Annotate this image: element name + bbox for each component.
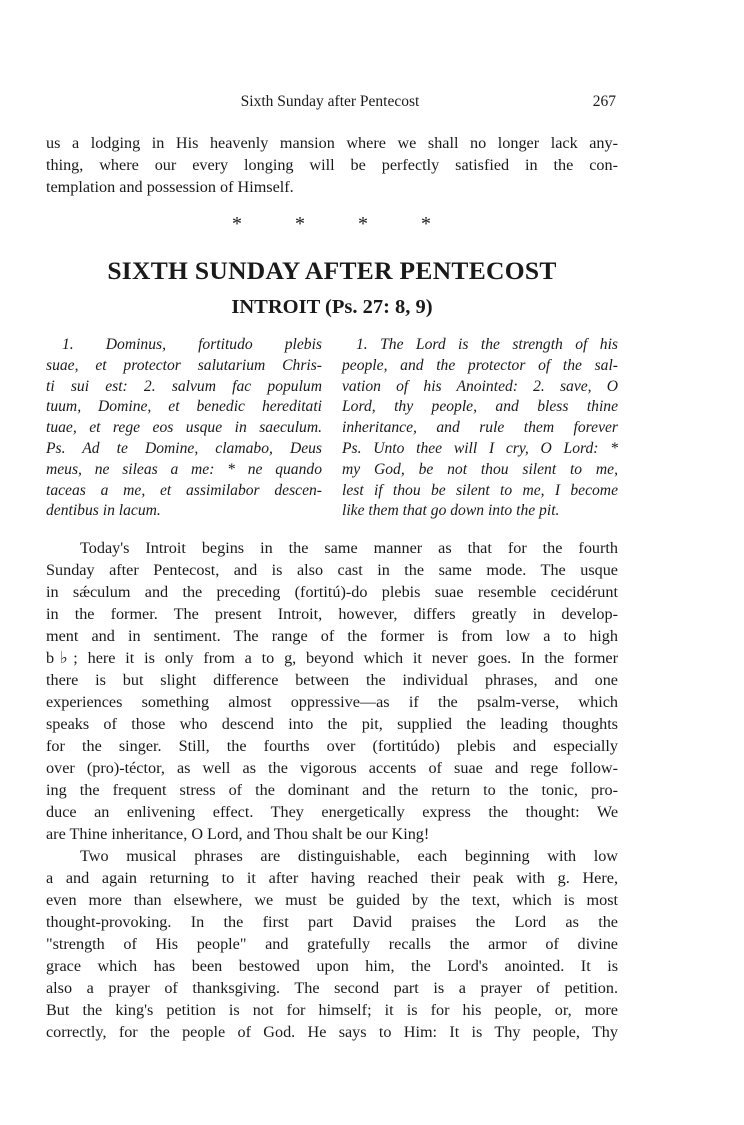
text-line: ment and in sentiment. The range of the former is from low a to high bbox=[46, 627, 618, 645]
latin-text-column bbox=[46, 335, 322, 522]
latin-line: meus, ne sileas a me: * ne quando bbox=[46, 460, 322, 478]
english-line: inheritance, and rule them forever bbox=[342, 419, 618, 437]
text-line: Today's Introit begins in the same manner as that for the fourth bbox=[80, 539, 618, 557]
text-line: templation and possession of Himself. bbox=[46, 178, 294, 196]
latin-line: taceas a me, et assimilabor descen- bbox=[46, 481, 322, 499]
text-line: Two musical phrases are distinguishable, each beginning with low bbox=[80, 847, 618, 865]
english-line: vation of his Anointed: 2. save, O bbox=[342, 377, 618, 395]
text-line: for the singer. Still, the fourths over (fortitúdo) plebis and especially bbox=[46, 737, 618, 755]
text-line: also a prayer of thanksgiving. The second part is a prayer of petition. bbox=[46, 979, 618, 997]
running-title: Sixth Sunday after Pentecost bbox=[240, 93, 420, 110]
text-line: experiences something almost oppressive—as if the psalm-verse, which bbox=[46, 693, 618, 711]
english-line: Ps. Unto thee will I cry, O Lord: * bbox=[342, 439, 618, 457]
text-line: a and again returning to it after having reached their peak with g. Here, bbox=[46, 869, 618, 887]
text-line: correctly, for the people of God. He says to Him: It is Thy people, Thy bbox=[46, 1023, 618, 1041]
english-line: Lord, thy people, and bless thine bbox=[342, 398, 618, 416]
text-line: grace which has been bestowed upon him, the Lord's anointed. It is bbox=[46, 957, 618, 975]
text-line: thought-provoking. In the first part David praises the Lord as the bbox=[46, 913, 618, 931]
english-text-column bbox=[342, 335, 618, 522]
latin-line: tuae, et rege eos usque in saeculum. bbox=[46, 419, 322, 437]
text-line: But the king's petition is not for himself; it is for his people, or, more bbox=[46, 1001, 618, 1019]
asterisk: * bbox=[232, 213, 242, 235]
section-title: SIXTH SUNDAY AFTER PENTECOST bbox=[107, 256, 557, 285]
latin-line: Ps. Ad te Domine, clamabo, Deus bbox=[46, 439, 322, 457]
section-separator bbox=[46, 213, 618, 235]
text-line: duce an enlivening effect. They energetically express the thought: We bbox=[46, 803, 618, 821]
introit-heading: INTROIT (Ps. 27: 8, 9) bbox=[231, 296, 433, 318]
english-line: lest if thou be silent to me, I become bbox=[342, 481, 618, 499]
asterisk: * bbox=[295, 213, 305, 235]
continued-paragraph bbox=[46, 132, 618, 198]
latin-line: 1. Dominus, fortitudo plebis bbox=[62, 336, 322, 353]
english-line: like them that go down into the pit. bbox=[342, 502, 560, 520]
english-line: my God, be not thou silent to me, bbox=[342, 460, 618, 478]
text-line: Sunday after Pentecost, and is also cast in the same mode. The usque bbox=[46, 561, 618, 579]
running-header bbox=[44, 93, 616, 113]
text-line: in sǽculum and the preceding (fortitú)-do plebis suae resemble cecidérunt bbox=[46, 583, 618, 601]
text-line: are Thine inheritance, O Lord, and Thou shalt be our King! bbox=[46, 825, 430, 843]
latin-line: dentibus in lacum. bbox=[46, 502, 161, 520]
text-line: there is but slight difference between the individual phrases, and one bbox=[46, 671, 618, 689]
text-line: b♭; here it is only from a to g, beyond which it never goes. In the former bbox=[46, 649, 618, 667]
latin-line: ti sui est: 2. salvum fac populum bbox=[46, 377, 322, 395]
latin-line: tuum, Domine, et benedic hereditati bbox=[46, 398, 322, 416]
text-line: "strength of His people" and gratefully recalls the armor of divine bbox=[46, 935, 618, 953]
asterisk: * bbox=[421, 213, 431, 235]
english-line: 1. The Lord is the strength of his bbox=[356, 336, 618, 353]
text-line: in the former. The present Introit, however, differs greatly in develop- bbox=[46, 605, 618, 623]
commentary-paragraph-2 bbox=[46, 845, 618, 1043]
asterisk: * bbox=[358, 213, 368, 235]
text-line: over (pro)-téctor, as well as the vigorous accents of suae and rege follow- bbox=[46, 759, 618, 777]
text-line: us a lodging in His heavenly mansion where we shall no longer lack any- bbox=[46, 134, 618, 152]
page-number: 267 bbox=[592, 93, 616, 110]
text-line: even more than elsewhere, we must be guided by the text, which is most bbox=[46, 891, 618, 909]
text-line: ing the frequent stress of the dominant and the return to the tonic, pro- bbox=[46, 781, 618, 799]
english-line: people, and the protector of the sal- bbox=[342, 356, 618, 374]
commentary-paragraph-1 bbox=[46, 537, 618, 845]
text-line: thing, where our every longing will be perfectly satisfied in the con- bbox=[46, 156, 618, 174]
latin-line: suae, et protector salutarium Chris- bbox=[46, 356, 322, 374]
text-line: speaks of those who descend into the pit, supplied the leading thoughts bbox=[46, 715, 618, 733]
